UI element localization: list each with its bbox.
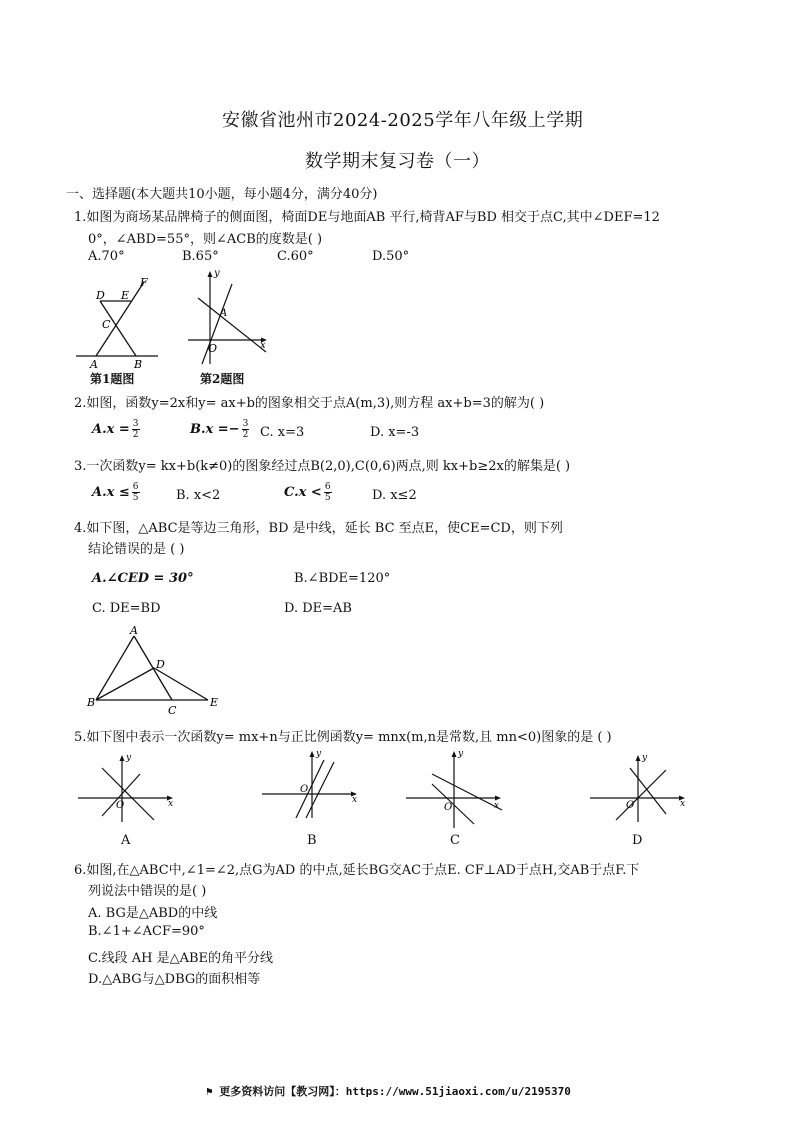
- q5-text-line1: 5.如下图中表示一次函数y= mx+n与正比例函数y= mnx(m,n是常数,且 mn<0)图象的是 ( ): [74, 730, 612, 745]
- q4-text-line2: 结论错误的是 ( ): [88, 542, 185, 557]
- q4-option-c: C. DE=BD: [92, 601, 161, 616]
- q2-figure: [184, 268, 270, 370]
- q2-axis-y: y: [214, 268, 220, 279]
- q5-label-b: B: [307, 833, 317, 848]
- q6-text-line1: 6.如图,在△ABC中,∠1=∠2,点G为AD 的中点,延长BG交AC于点E. CF⊥AD于点H,交AB于点F.下: [74, 863, 640, 878]
- q2-caption: 第2题图: [200, 372, 245, 386]
- q6-option-c: C.线段 AH 是△ABE的角平分线: [88, 951, 274, 966]
- q2-option-a: A.x = $\frac{3}{2}$: [92, 419, 139, 440]
- q1-label-a: A: [90, 358, 98, 371]
- q5-graph-d: [590, 752, 690, 824]
- q3-option-b: B. x<2: [176, 488, 221, 503]
- q3-option-c: C.x < $\frac{6}{5}$: [284, 482, 331, 503]
- q4-text-line1: 4.如下图，△ABC是等边三角形，BD 是中线，延长 BC 至点E，使CE=CD，则下列: [74, 521, 563, 536]
- q1-label-b: B: [134, 358, 143, 371]
- q5-label-d: D: [632, 833, 643, 848]
- q1-text-line2: 0°，∠ABD=55°，则∠ACB的度数是( ): [88, 232, 323, 247]
- q5-graph-b: [262, 748, 362, 820]
- q5-graph-a: [78, 752, 178, 824]
- q1-caption: 第1题图: [90, 372, 135, 386]
- q5a-axis-x: x: [168, 799, 174, 809]
- q5d-axis-x: x: [680, 799, 686, 809]
- q1-option-d: D.50°: [372, 249, 410, 264]
- q4-option-d: D. DE=AB: [284, 601, 352, 616]
- q6-option-d: D.△ABG与△DBG的面积相等: [88, 972, 261, 987]
- q5b-axis-x: x: [352, 795, 358, 805]
- q5c-origin: O: [444, 802, 453, 813]
- q2-option-c: C. x=3: [260, 425, 305, 440]
- q3-text-line1: 3.一次函数y= kx+b(k≠0)的图象经过点B(2,0),C(0,6)两点,则 kx+b≥2x的解集是( ): [74, 459, 571, 474]
- q4-option-b: B.∠BDE=120°: [294, 571, 391, 586]
- q4-label-e: E: [210, 696, 219, 709]
- q1-label-c: C: [102, 318, 111, 331]
- section-heading: 一、选择题(本大题共10小题，每小题4分，满分40分): [66, 187, 378, 202]
- q2-axis-x: x: [260, 340, 266, 351]
- flag-icon: ⚑: [206, 1085, 213, 1098]
- q3-option-d: D. x≤2: [372, 488, 417, 503]
- q1-label-e: E: [121, 289, 130, 302]
- q2-text-line1: 2.如图，函数y=2x和y= ax+b的图象相交于点A(m,3),则方程 ax+b=3的解为( ): [74, 396, 545, 411]
- q6-text-line2: 列说法中错误的是( ): [88, 884, 207, 899]
- q5b-axis-y: y: [316, 749, 322, 759]
- q5a-axis-y: y: [126, 753, 132, 763]
- q4-label-a: A: [130, 624, 138, 637]
- q5-label-a: A: [121, 833, 131, 848]
- q5-graph-c: [406, 748, 510, 832]
- q3-option-a: A.x ≤ $\frac{6}{5}$: [92, 482, 139, 503]
- q2-option-b: B.x =− $\frac{3}{2}$: [190, 419, 249, 440]
- q1-label-f: F: [140, 276, 148, 289]
- page-subtitle: 数学期末复习卷（一）: [305, 151, 490, 172]
- q4-figure: [86, 624, 226, 716]
- footer-link[interactable]: [206, 1083, 571, 1099]
- q6-option-a: A. BG是△ABD的中线: [88, 906, 218, 921]
- q1-option-b: B.65°: [182, 249, 219, 264]
- q5a-origin: O: [116, 800, 125, 811]
- q2-label-a: A: [220, 308, 228, 319]
- q6-option-b: B.∠1+∠ACF=90°: [88, 924, 205, 939]
- q2-option-d: D. x=-3: [370, 425, 420, 440]
- footer-text: 更多资料访问【教习网】：https://www.51jiaoxi.com/u/2195370: [219, 1085, 571, 1098]
- q1-option-c: C.60°: [277, 249, 314, 264]
- q5d-axis-y: y: [642, 753, 648, 763]
- q4-option-a: A.∠CED = 30°: [92, 571, 194, 586]
- q5b-origin: O: [300, 784, 309, 795]
- q1-text-line1: 1.如图为商场某品牌椅子的侧面图，椅面DE与地面AB 平行,椅背AF与BD 相交于点C,其中∠DEF=12: [74, 210, 660, 225]
- q1-label-d: D: [96, 289, 105, 302]
- q5c-axis-x: x: [494, 801, 500, 811]
- q4-label-c: C: [168, 704, 177, 717]
- q5d-origin: O: [626, 800, 635, 811]
- q4-label-d: D: [156, 658, 165, 671]
- q2-origin: O: [208, 342, 218, 355]
- page-title: 安徽省池州市2024-2025学年八年级上学期: [222, 110, 584, 131]
- q5c-axis-y: y: [458, 749, 464, 759]
- q5-label-c: C: [450, 833, 460, 848]
- q1-figure: [76, 276, 162, 371]
- q4-label-b: B: [87, 696, 96, 709]
- q1-option-a: A.70°: [88, 249, 125, 264]
